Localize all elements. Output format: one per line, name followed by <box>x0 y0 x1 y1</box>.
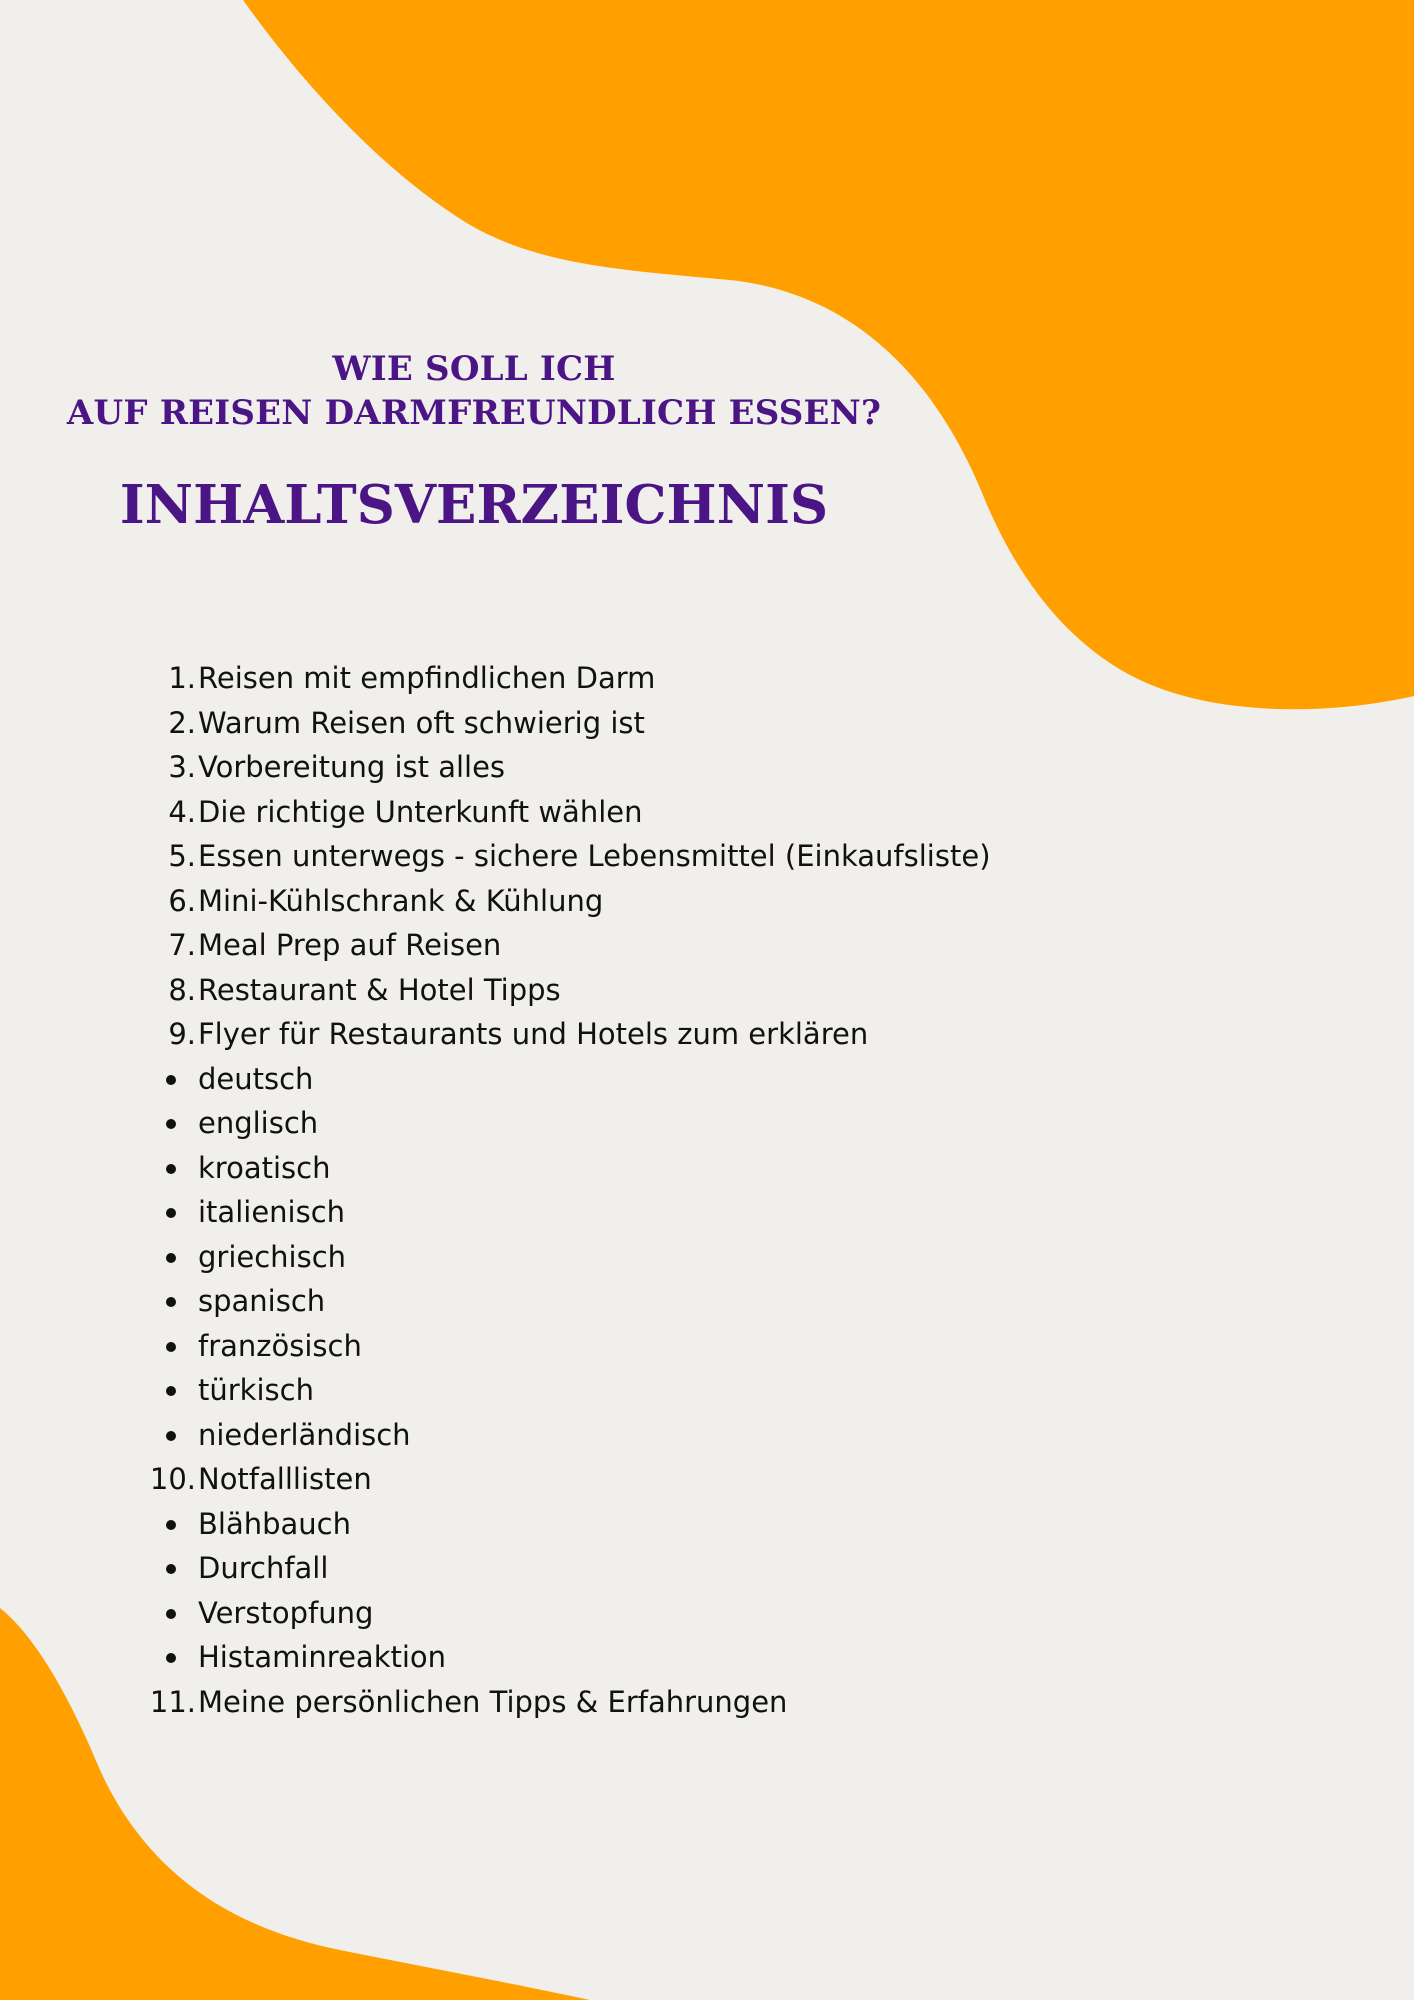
list-number: 10. <box>149 1462 196 1496</box>
list-number: 6. <box>168 883 196 918</box>
list-item-label: Notfalllisten <box>198 1462 372 1496</box>
bullet-icon <box>166 1386 176 1396</box>
list-item-label: englisch <box>198 1106 319 1140</box>
list-item-label: griechisch <box>198 1239 347 1274</box>
list-item-label: Verstopfung <box>198 1595 374 1630</box>
list-item-label: Mini-Kühlschrank & Kühlung <box>198 883 604 918</box>
list-item-label: niederländisch <box>198 1417 411 1452</box>
list-item-label: Flyer für Restaurants und Hotels zum erklären <box>198 1017 869 1051</box>
subtitle-line-1: WIE SOLL ICH <box>332 349 616 389</box>
bullet-icon <box>166 1609 176 1619</box>
bullet-icon <box>166 1342 176 1352</box>
list-item-label: Reisen mit empfindlichen Darm <box>198 661 656 695</box>
list-number: 2. <box>168 705 196 740</box>
list-item-label: deutsch <box>198 1061 314 1096</box>
list-number: 3. <box>168 750 196 784</box>
bullet-icon <box>166 1431 176 1441</box>
list-item-label: Die richtige Unterkunft wählen <box>198 794 643 829</box>
list-number: 11. <box>149 1684 196 1719</box>
list-item-label: Histaminreaktion <box>198 1640 447 1674</box>
list-item-label: spanisch <box>198 1284 326 1318</box>
page-title: INHALTSVERZEICHNIS <box>119 474 829 536</box>
list-item-label: Durchfall <box>198 1551 329 1585</box>
list-item-label: Restaurant & Hotel Tipps <box>198 972 561 1007</box>
bullet-icon <box>166 1119 176 1129</box>
bullet-icon <box>166 1520 176 1530</box>
bullet-icon <box>166 1564 176 1574</box>
bullet-icon <box>166 1653 176 1663</box>
list-item-label: Blähbauch <box>198 1506 351 1541</box>
bullet-icon <box>166 1297 176 1307</box>
list-number: 4. <box>168 794 196 829</box>
list-number: 1. <box>168 661 196 695</box>
list-item-label: Warum Reisen oft schwierig ist <box>198 705 645 740</box>
list-number: 7. <box>168 928 196 962</box>
list-item-label: Meine persönlichen Tipps & Erfahrungen <box>198 1684 788 1719</box>
list-number: 9. <box>168 1017 196 1051</box>
list-item-label: französisch <box>198 1328 362 1363</box>
list-item-label: Essen unterwegs - sichere Lebensmittel (Einkaufsliste) <box>198 839 991 873</box>
list-number: 8. <box>168 972 196 1007</box>
bullet-icon <box>166 1208 176 1218</box>
bullet-icon <box>166 1075 176 1085</box>
bullet-icon <box>166 1164 176 1174</box>
list-item-label: kroatisch <box>198 1150 331 1185</box>
list-item-label: Vorbereitung ist alles <box>198 750 506 784</box>
list-item-label: Meal Prep auf Reisen <box>198 928 502 962</box>
list-number: 5. <box>168 839 196 873</box>
bullet-icon <box>166 1253 176 1263</box>
list-item-label: italienisch <box>198 1195 346 1229</box>
list-item-label: türkisch <box>198 1373 314 1407</box>
subtitle-line-2: AUF REISEN DARMFREUNDLICH ESSEN? <box>66 393 882 433</box>
